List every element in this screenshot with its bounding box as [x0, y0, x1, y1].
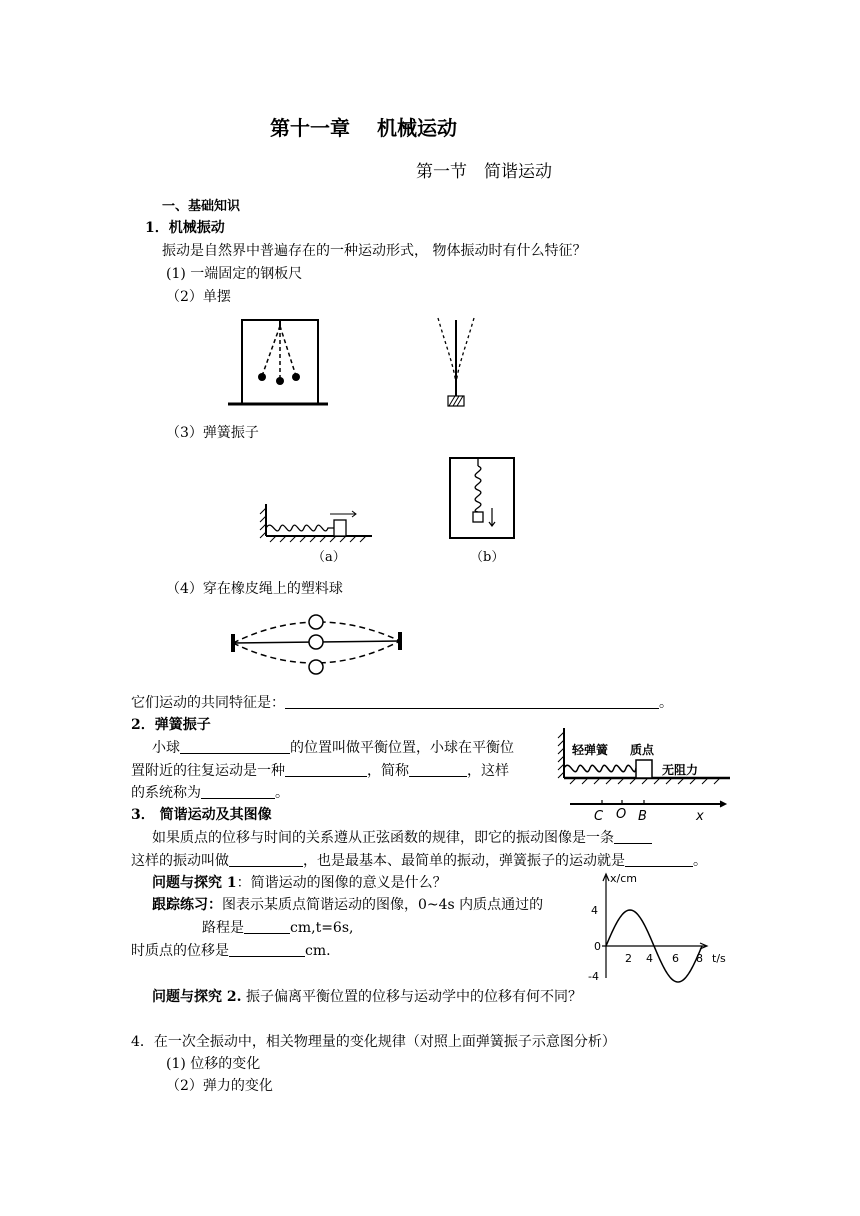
- label-mass-point: 质点: [630, 743, 655, 757]
- s3-line1: [152, 829, 652, 847]
- steel-ruler-figure: [432, 316, 482, 412]
- s1-heading: 1．机械振动: [145, 220, 225, 236]
- common-feature-label: 它们运动的共同特征是：: [131, 695, 285, 711]
- s2-line1: [152, 739, 514, 757]
- system-name-blank[interactable]: [201, 784, 275, 799]
- fig-a-label: （a）: [312, 550, 346, 565]
- s2-line3: [131, 784, 289, 802]
- common-feature-question: [131, 694, 673, 712]
- label-light-spring: 轻弹簧: [572, 743, 609, 757]
- y-tick-minus4: -4: [588, 970, 599, 983]
- x-tick-2: 2: [625, 952, 632, 965]
- s3-l2c: 。: [693, 853, 707, 869]
- practice-label: 跟踪练习：: [152, 897, 222, 913]
- s2-l1a: 小球: [152, 740, 180, 756]
- q1-text: ：简谐运动的图像的意义是什么？: [236, 875, 447, 891]
- fig-b-label: （b）: [470, 550, 505, 565]
- s2-heading: 2．弹簧振子: [131, 717, 211, 733]
- displacement-blank[interactable]: [229, 942, 305, 957]
- s1-item1: (1) 一端固定的钢板尺: [166, 266, 303, 282]
- q1-line: [152, 874, 447, 892]
- s4-item2: （2）弹力的变化: [166, 1078, 273, 1094]
- s2-l2c: ，这样: [467, 763, 509, 779]
- x-tick-8: 8: [696, 952, 703, 965]
- s1-item2: （2）单摆: [166, 289, 231, 305]
- s2-l1b: 的位置叫做平衡位置，小球在平衡位: [290, 740, 514, 756]
- x-tick-6: 6: [672, 952, 679, 965]
- s3-l1: 如果质点的位移与时间的关系遵从正弦函数的规律，即它的振动图像是一条: [152, 830, 614, 846]
- practice-text: 图表示某质点简谐运动的图像，0~4s 内质点通过的: [222, 897, 544, 913]
- s4-heading: 4．在一次全振动中，相关物理量的变化规律（对照上面弹簧振子示意图分析）: [131, 1034, 616, 1050]
- practice-line1: [152, 896, 543, 914]
- s3-heading: 3． 简谐运动及其图像: [131, 807, 272, 823]
- path-length-blank[interactable]: [244, 919, 290, 934]
- q2-text: 振子偏离平衡位置的位移与运动学中的位移有何不同？: [241, 989, 582, 1005]
- x-tick-4: 4: [646, 952, 653, 965]
- vibration-name-blank[interactable]: [229, 852, 303, 867]
- label-no-resistance: 无阻力: [662, 763, 699, 777]
- s2-l3b: 。: [275, 785, 289, 801]
- s1-intro: 振动是自然界中普遍存在的一种运动形式， 物体振动时有什么特征？: [162, 243, 587, 259]
- practice-line2: [202, 919, 353, 937]
- sine-chart: [586, 870, 736, 982]
- q1-label: 问题与探究 1: [152, 875, 237, 891]
- spring-oscillator-axis-figure: [556, 724, 736, 824]
- section-title: 第一节 简谐运动: [416, 162, 552, 182]
- spring-motion-blank[interactable]: [625, 852, 693, 867]
- chapter-title: 第十一章 机械运动: [270, 116, 457, 140]
- s4-item1: (1) 位移的变化: [166, 1056, 261, 1072]
- spring-oscillator-vertical: [448, 456, 518, 546]
- s2-l2b: ，简称: [367, 763, 409, 779]
- label-b: B: [638, 809, 647, 824]
- s3-l2b: ，也是最基本、最简单的振动，弹簧振子的运动就是: [303, 853, 625, 869]
- balance-position-blank[interactable]: [180, 739, 290, 754]
- rubber-cord-ball-figure: [228, 610, 408, 680]
- q2-line: [152, 988, 582, 1006]
- practice-l3a: 时质点的位移是: [131, 943, 229, 959]
- label-c: C: [594, 809, 604, 824]
- practice-line3: [131, 942, 331, 960]
- practice-l3b: cm.: [305, 943, 331, 959]
- s3-l2a: 这样的振动叫做: [131, 853, 229, 869]
- s2-l2a: 置附近的往复运动是一种: [131, 763, 285, 779]
- practice-l2b: cm,t=6s,: [290, 920, 354, 936]
- part1-heading: 一、基础知识: [162, 199, 241, 214]
- short-name-blank[interactable]: [409, 762, 467, 777]
- common-feature-blank[interactable]: [285, 694, 659, 709]
- s1-item3: （3）弹簧振子: [166, 425, 259, 441]
- pendulum-figure: [228, 318, 328, 410]
- common-feature-end: 。: [659, 695, 673, 711]
- x-axis-label: t/s: [712, 952, 726, 965]
- label-o: O: [616, 807, 627, 822]
- q2-label: 问题与探究 2.: [152, 989, 242, 1005]
- s3-line2: [131, 852, 707, 870]
- curve-type-blank[interactable]: [614, 829, 652, 844]
- motion-type-blank[interactable]: [285, 762, 367, 777]
- label-x: x: [696, 809, 704, 824]
- s2-line2: [131, 762, 509, 780]
- y-tick-4: 4: [591, 904, 598, 917]
- practice-l2a: 路程是: [202, 920, 244, 936]
- s2-l3a: 的系统称为: [131, 785, 201, 801]
- y-axis-label: x/cm: [610, 872, 637, 885]
- y-tick-0: 0: [594, 940, 601, 953]
- s1-item4: （4）穿在橡皮绳上的塑料球: [166, 581, 343, 597]
